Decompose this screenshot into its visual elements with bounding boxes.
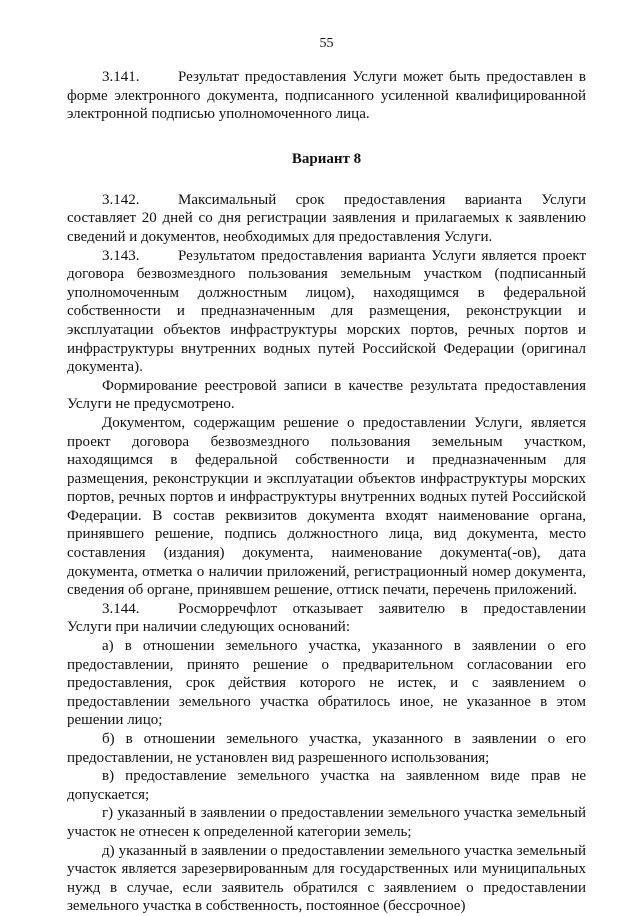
paragraph (67, 767, 586, 804)
paragraph-number: 3.143. (102, 247, 140, 264)
numbered-paragraph (67, 68, 586, 124)
paragraph-number: 3.142. (102, 191, 140, 208)
paragraph (67, 730, 586, 767)
paragraph-text: Результатом предоставления варианта Услуги является проект договора безвозмездного пользования земельным участком (подписанный уполномоченным должностным лицом), находящимся в федеральной собственности и предназначенным для размещения, реконструкции и эксплуатации объектов инфраструктуры морских портов, речных портов и инфраструктуры внутренних водных путей Российской Федерации (оригинал документа). (67, 247, 586, 376)
numbered-paragraph (67, 247, 586, 377)
paragraph (67, 804, 586, 841)
paragraph-text: г) указанный в заявлении о предоставлении земельного участка земельный участок не отнесен к определенной категории земель; (67, 805, 586, 840)
paragraph-number: 3.144. (102, 600, 140, 617)
paragraph-text: б) в отношении земельного участка, указанного в заявлении о его предоставлении, не установлен вид разрешенного использования; (67, 731, 586, 766)
paragraph-text: Результат предоставления Услуги может быть предоставлен в форме электронного документа, подписанного усиленной квалифицированной электронной подписью уполномоченного лица. (67, 69, 586, 123)
numbered-paragraph (67, 600, 586, 637)
paragraph (67, 377, 586, 414)
paragraph-text: Формирование реестровой записи в качестве результата предоставления Услуги не предусмотрено. (67, 377, 586, 413)
paragraph-text: д) указанный в заявлении о предоставлении земельного участка земельный участок является зарезервированным для государственных или муниципальных нужд в случае, если заявитель обратился с заявлением о предоставлении земельного участка в собственность, постоянное (бессрочное) (67, 842, 586, 915)
paragraph-text: Росморречфлот отказывает заявителю в предоставлении Услуги при наличии следующих оснований: (67, 600, 586, 636)
numbered-paragraph (67, 191, 586, 247)
paragraph (67, 842, 586, 916)
paragraph (67, 414, 586, 600)
paragraph-text: Максимальный срок предоставления варианта Услуги составляет 20 дней со дня регистрации заявления и прилагаемых к заявлению сведений и документов, необходимых для предоставления Услуги. (67, 191, 586, 245)
paragraph-number: 3.141. (102, 69, 140, 85)
paragraph-text: а) в отношении земельного участка, указанного в заявлении о его предоставлении, принято решение о предварительном согласовании его предоставления, срок действия которого не истек, и с заявлением о предоставлении земельного участка обратилось иное, не указанное в этом решении лицо; (67, 638, 586, 729)
paragraph-text: Документом, содержащим решение о предоставлении Услуги, является проект договора безвозмездного пользования земельным участком, находящимся в федеральной собственности и предназначенным для размещения, реконструкции и эксплуатации объектов инфраструктуры морских портов, речных портов и инфраструктуры внутренних водных путей Российской Федерации. В состав реквизитов документа входят наименование органа, принявшего решение, подпись должностного лица, вид документа, место составления (издания) документа, наименование документа(-ов), дата документа, отметка о наличии приложений, регистрационный номер документа, сведения об органе, принявшем решение, оттиск печати, перечень приложений. (67, 414, 586, 599)
paragraph-text: в) предоставление земельного участка на заявленном виде прав не допускается; (67, 768, 586, 803)
paragraph (67, 637, 586, 730)
section-heading: Вариант 8 (291, 150, 362, 167)
page-number: 55 (319, 36, 334, 51)
document-body (67, 68, 586, 916)
